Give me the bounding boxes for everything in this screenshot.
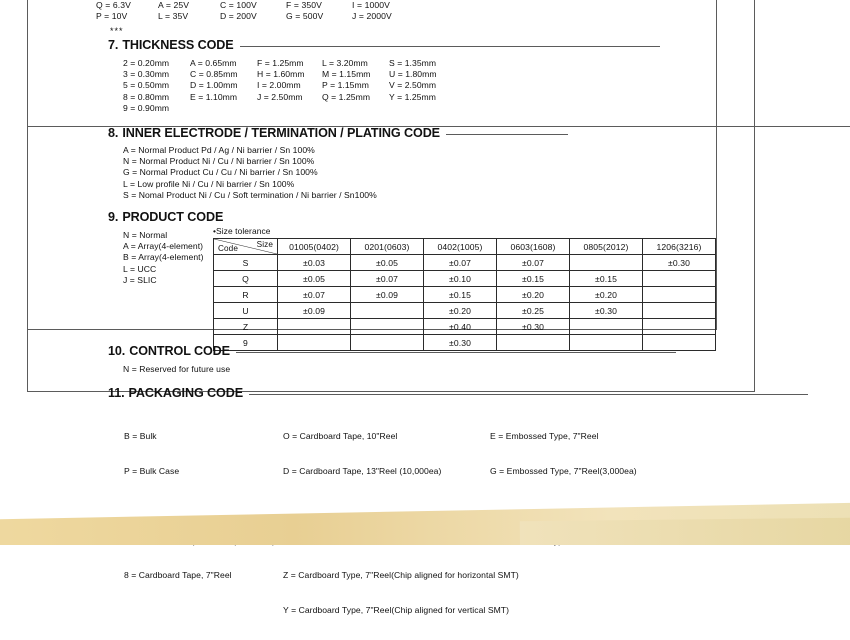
- row-code: R: [214, 287, 278, 303]
- section-rule: [446, 134, 568, 135]
- row-code: 9: [214, 335, 278, 351]
- table-header-row: [214, 239, 716, 255]
- row-value: [643, 287, 716, 303]
- row-value: [278, 319, 351, 335]
- row-value: ±0.25: [497, 303, 570, 319]
- thickness-code-row: [123, 80, 748, 91]
- product-code-line: A = Array(4-element): [123, 241, 204, 252]
- thickness-code-cell: J = 2.50mm: [257, 91, 303, 102]
- row-value: ±0.07: [351, 271, 424, 287]
- section-number: 8.: [108, 126, 119, 140]
- voltage-code-row: [96, 0, 516, 11]
- row-value: ±0.03: [278, 255, 351, 271]
- row-value: ±0.20: [424, 303, 497, 319]
- corner-size-label: Size: [256, 240, 273, 249]
- packaging-line: E = Embossed Type, 7"Reel: [490, 431, 599, 442]
- packaging-line: P = Bulk Case: [124, 465, 180, 476]
- voltage-code-cell: I = 1000V: [352, 0, 390, 10]
- thickness-code-cell: F = 1.25mm: [257, 58, 304, 68]
- row-value: [351, 319, 424, 335]
- row-value: [351, 303, 424, 319]
- row-value: ±0.20: [497, 287, 570, 303]
- product-code-line: N = Normal: [123, 230, 168, 240]
- section-heading: [108, 38, 748, 52]
- packaging-line: O = Cardboard Tape, 10"Reel: [283, 431, 398, 442]
- thickness-code-cell: I = 2.00mm: [257, 80, 301, 91]
- voltage-code-cell: F = 350V: [286, 0, 322, 10]
- product-code-line: B = Array(4-element): [123, 252, 204, 263]
- table-col-header: 1206(3216): [643, 239, 716, 255]
- section-heading: [108, 126, 748, 140]
- section-title: PACKAGING CODE: [128, 386, 244, 400]
- table-row: [214, 287, 716, 303]
- row-code: U: [214, 303, 278, 319]
- row-value: ±0.30: [424, 335, 497, 351]
- size-tolerance-caption: •Size tolerance: [213, 226, 271, 236]
- section-heading: [108, 210, 748, 224]
- thickness-code-list: [123, 58, 748, 114]
- row-value: ±0.40: [424, 319, 497, 335]
- size-tolerance-table-wrap: [213, 226, 716, 351]
- row-value: ±0.30: [497, 319, 570, 335]
- row-value: ±0.09: [278, 303, 351, 319]
- row-value: ±0.05: [278, 271, 351, 287]
- row-value: ±0.07: [424, 255, 497, 271]
- table-col-header: 0201(0603): [351, 239, 424, 255]
- voltage-code-cell: J = 2000V: [352, 11, 392, 21]
- packaging-line: 8 = Cardboard Tape, 7"Reel: [124, 570, 232, 581]
- section-packaging-code: [108, 386, 808, 400]
- row-value: ±0.10: [424, 271, 497, 287]
- row-value: ±0.07: [497, 255, 570, 271]
- control-code-list: [123, 364, 748, 375]
- section-thickness-code: [108, 38, 748, 114]
- table-corner-cell: [214, 239, 278, 255]
- table-row: [214, 319, 716, 335]
- table-row: [214, 255, 716, 271]
- voltage-code-cell: G = 500V: [286, 11, 324, 21]
- voltage-code-cell: L = 35V: [158, 11, 189, 21]
- thickness-code-cell: 8 = 0.80mm: [123, 91, 170, 102]
- packaging-line: D = Cardboard Tape, 13"Reel (10,000ea): [283, 465, 442, 476]
- row-value: ±0.09: [351, 287, 424, 303]
- table-col-header: 0805(2012): [570, 239, 643, 255]
- row-value: [570, 319, 643, 335]
- thickness-code-cell: 2 = 0.20mm: [123, 58, 170, 68]
- packaging-line: Z = Cardboard Type, 7"Reel(Chip aligned for horizontal SMT): [283, 570, 519, 581]
- row-code: Q: [214, 271, 278, 287]
- thickness-code-cell: M = 1.15mm: [322, 69, 371, 80]
- section-title: INNER ELECTRODE / TERMINATION / PLATING CODE: [122, 126, 440, 140]
- row-code: S: [214, 255, 278, 271]
- section-heading: [108, 386, 808, 400]
- section-number: 7.: [108, 38, 119, 52]
- row-value: ±0.15: [570, 271, 643, 287]
- inner-electrode-list: [123, 145, 748, 201]
- section-number: 10.: [108, 344, 126, 358]
- thickness-code-cell: E = 1.10mm: [190, 91, 238, 102]
- voltage-code-block: [96, 0, 516, 22]
- section-number: 11.: [108, 386, 125, 400]
- row-value: ±0.15: [497, 271, 570, 287]
- thickness-code-row: [123, 58, 748, 69]
- thickness-code-cell: P = 1.15mm: [322, 80, 369, 91]
- table-row: [214, 303, 716, 319]
- thickness-code-cell: S = 1.35mm: [389, 58, 437, 68]
- corner-code-label: Code: [218, 244, 238, 253]
- bottom-decorative-band: [0, 499, 850, 545]
- product-code-line: J = SLIC: [123, 274, 157, 285]
- row-value: [643, 303, 716, 319]
- row-value: ±0.07: [278, 287, 351, 303]
- thickness-code-cell: H = 1.60mm: [257, 69, 305, 80]
- row-value: ±0.30: [570, 303, 643, 319]
- row-value: ±0.20: [570, 287, 643, 303]
- thickness-code-cell: V = 2.50mm: [389, 80, 437, 91]
- section-title: PRODUCT CODE: [122, 210, 224, 224]
- inner-electrode-line: N = Normal Product Ni / Cu / Ni barrier / Sn 100%: [123, 156, 315, 167]
- row-value: [570, 255, 643, 271]
- packaging-line: G = Embossed Type, 7"Reel(3,000ea): [490, 465, 637, 476]
- thickness-code-cell: Y = 1.25mm: [389, 91, 436, 102]
- voltage-code-cell: A = 25V: [158, 0, 190, 10]
- thickness-code-cell: Q = 1.25mm: [322, 91, 371, 102]
- section-title: THICKNESS CODE: [122, 38, 234, 52]
- voltage-code-cell: Q = 6.3V: [96, 0, 131, 10]
- inner-electrode-line: L = Low profile Ni / Cu / Ni barrier / Sn 100%: [123, 178, 295, 189]
- packaging-line: B = Bulk: [124, 431, 157, 442]
- row-value: ±0.15: [424, 287, 497, 303]
- section-title: CONTROL CODE: [129, 344, 230, 358]
- voltage-code-row: [96, 11, 516, 22]
- thickness-code-cell: D = 1.00mm: [190, 80, 238, 91]
- section-rule: [249, 394, 808, 395]
- size-tolerance-table: [213, 238, 716, 351]
- thickness-code-cell: C = 0.85mm: [190, 69, 238, 80]
- inner-electrode-line: A = Normal Product Pd / Ag / Ni barrier / Sn 100%: [123, 145, 315, 155]
- packaging-column-3: [490, 408, 637, 570]
- row-code: Z: [214, 319, 278, 335]
- row-value: [643, 319, 716, 335]
- voltage-code-cell: C = 100V: [220, 0, 257, 10]
- thickness-code-cell: 3 = 0.30mm: [123, 69, 170, 80]
- control-code-line: N = Reserved for future use: [123, 364, 231, 374]
- product-code-line: L = UCC: [123, 263, 157, 274]
- section-inner-electrode-code: [108, 126, 748, 201]
- table-row: [214, 271, 716, 287]
- voltage-code-cell: P = 10V: [96, 11, 128, 21]
- thickness-code-cell: 9 = 0.90mm: [123, 102, 170, 113]
- thickness-code-cell: A = 0.65mm: [190, 58, 237, 68]
- band-gold-stripe-secondary: [520, 517, 850, 545]
- section-heading: [108, 344, 748, 358]
- row-value: ±0.05: [351, 255, 424, 271]
- table-col-header: 01005(0402): [278, 239, 351, 255]
- table-col-header: 0603(1608): [497, 239, 570, 255]
- packaging-line: Y = Cardboard Type, 7"Reel(Chip aligned for vertical SMT): [283, 605, 510, 616]
- thickness-code-row: [123, 92, 748, 103]
- section-rule: [240, 46, 660, 47]
- thickness-code-cell: U = 1.80mm: [389, 69, 437, 80]
- section-rule: [236, 352, 676, 353]
- inner-electrode-line: G = Normal Product Cu / Cu / Ni barrier / Sn 100%: [123, 167, 318, 178]
- asterisk-marker: ***: [110, 26, 124, 36]
- row-value: [643, 271, 716, 287]
- thickness-code-row: [123, 69, 748, 80]
- inner-electrode-line: S = Nomal Product Ni / Cu / Soft termination / Ni barrier / Sn100%: [123, 189, 377, 200]
- section-number: 9.: [108, 210, 119, 224]
- row-value: ±0.30: [643, 255, 716, 271]
- voltage-code-cell: D = 200V: [220, 11, 257, 21]
- thickness-code-cell: L = 3.20mm: [322, 58, 368, 68]
- thickness-code-row: [123, 103, 748, 114]
- thickness-code-cell: 5 = 0.50mm: [123, 80, 170, 91]
- section-control-code: [108, 344, 748, 375]
- table-col-header: 0402(1005): [424, 239, 497, 255]
